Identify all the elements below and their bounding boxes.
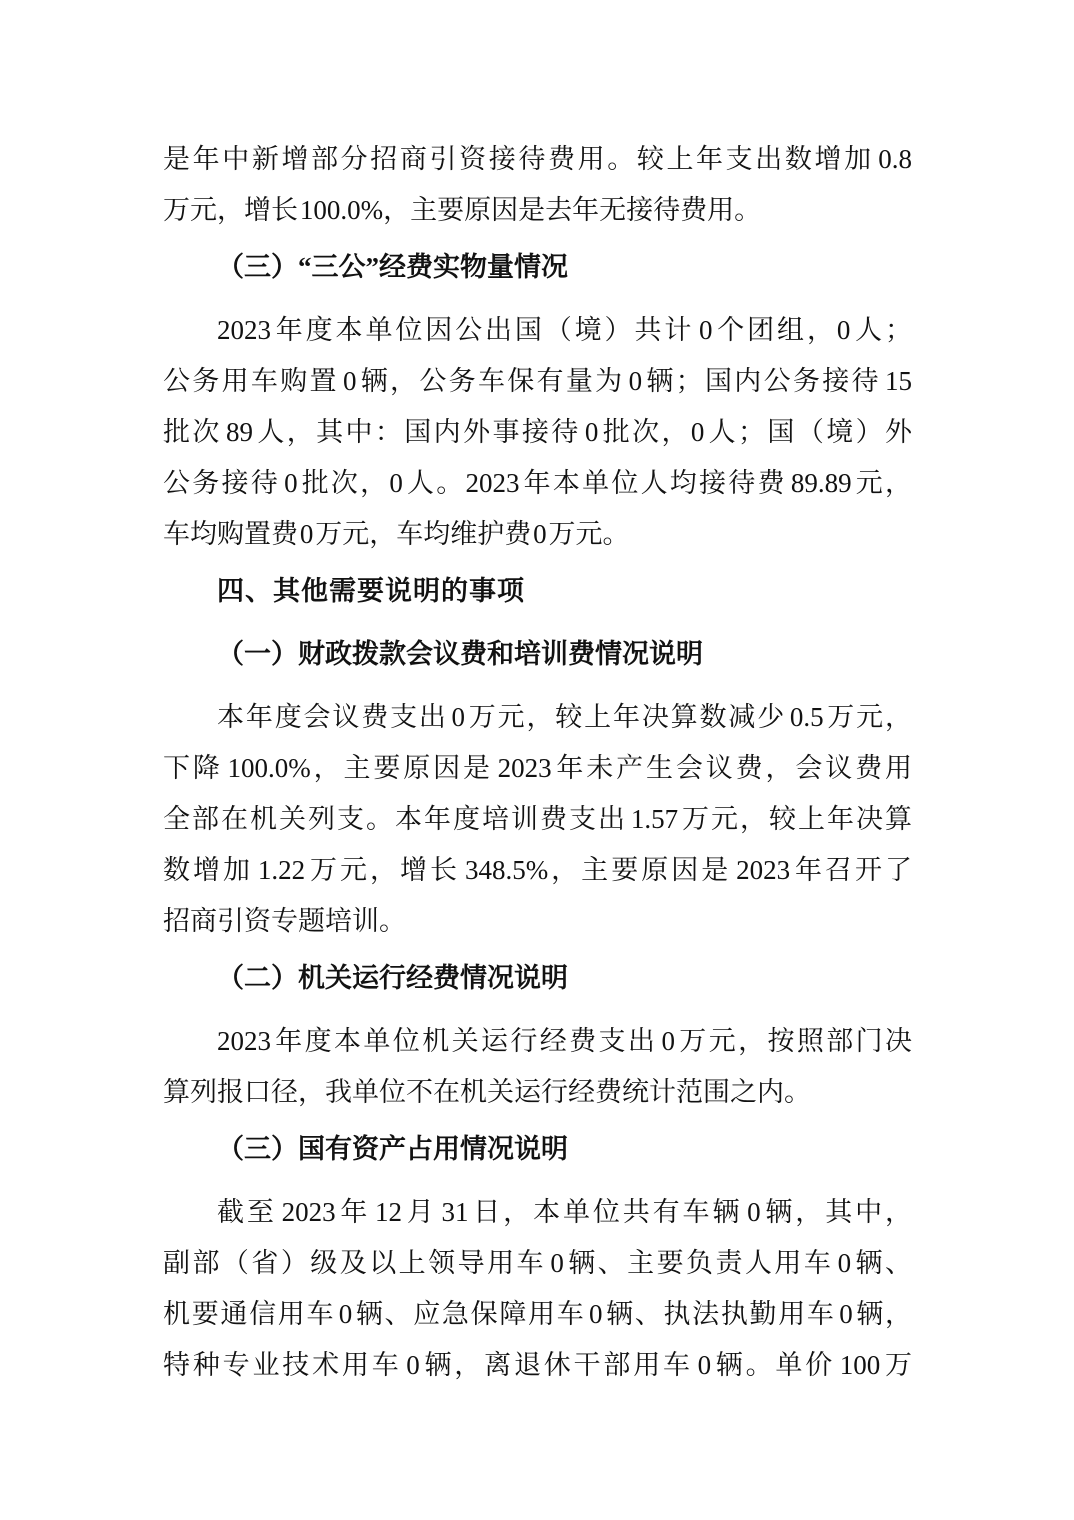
- section-heading: 四、其他需要说明的事项: [217, 576, 525, 606]
- text-line: 公务用车购置 0 辆，公务车保有量为 0 辆；国内公务接待 15: [163, 366, 912, 396]
- text-line: 特种专业技术用车 0 辆，离退休干部用车 0 辆。单价 100 万: [163, 1350, 912, 1380]
- section-heading: （三）“三公”经费实物量情况: [217, 252, 568, 282]
- text-line: 数增加 1.22 万元，增长 348.5%，主要原因是 2023 年召开了: [163, 855, 912, 885]
- text-line: 机要通信用车 0 辆、应急保障用车 0 辆、执法执勤用车 0 辆，: [163, 1299, 912, 1329]
- text-line: 是年中新增部分招商引资接待费用。较上年支出数增加 0.8: [163, 144, 912, 174]
- text-line: 车均购置费 0 万元，车均维护费 0 万元。: [163, 519, 630, 549]
- text-line: 招商引资专题培训。: [163, 906, 406, 936]
- text-line: 副部（省）级及以上领导用车 0 辆、主要负责人用车 0 辆、: [163, 1248, 912, 1278]
- text-line: 批次 89 人，其中：国内外事接待 0 批次，0 人；国（境）外: [163, 417, 912, 447]
- text-line: 截至 2023 年 12 月 31 日，本单位共有车辆 0 辆，其中，: [217, 1197, 912, 1227]
- text-line: 下降 100.0%，主要原因是 2023 年未产生会议费，会议费用: [163, 753, 912, 783]
- text-line: 2023 年度本单位因公出国（境）共计 0 个团组，0 人；: [217, 315, 912, 345]
- text-line: 本年度会议费支出 0 万元，较上年决算数减少 0.5 万元，: [217, 702, 912, 732]
- text-line: 2023 年度本单位机关运行经费支出 0 万元，按照部门决: [217, 1026, 912, 1056]
- section-heading: （一）财政拨款会议费和培训费情况说明: [217, 639, 703, 669]
- text-line: 万元，增长 100.0%，主要原因是去年无接待费用。: [163, 195, 762, 225]
- section-heading: （二）机关运行经费情况说明: [217, 963, 568, 993]
- text-line: 公务接待 0 批次，0 人。2023 年本单位人均接待费 89.89 元，: [163, 468, 912, 498]
- text-line: 全部在机关列支。本年度培训费支出 1.57 万元，较上年决算: [163, 804, 912, 834]
- text-line: 算列报口径，我单位不在机关运行经费统计范围之内。: [163, 1077, 811, 1107]
- section-heading: （三）国有资产占用情况说明: [217, 1134, 568, 1164]
- document-body: [163, 134, 912, 1391]
